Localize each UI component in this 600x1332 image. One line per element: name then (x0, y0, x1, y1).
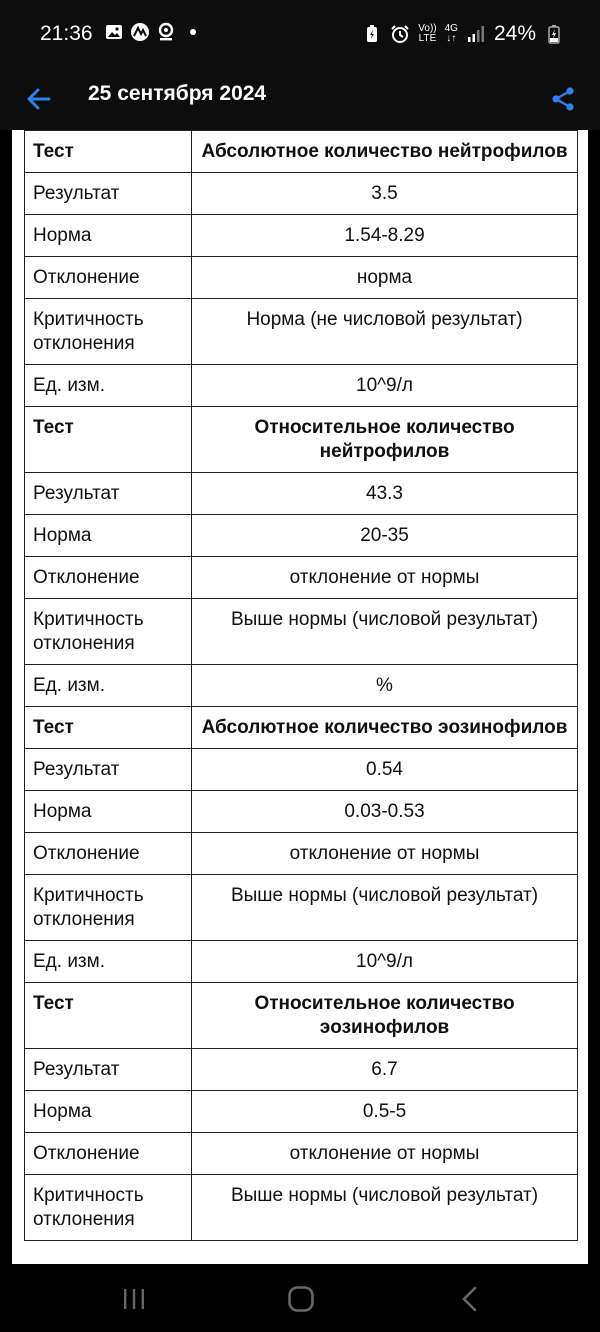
row-label: Критичность отклонения (25, 299, 192, 365)
row-value: Выше нормы (числовой результат) (192, 1175, 578, 1241)
row-label: Ед. изм. (25, 665, 192, 707)
recent-apps-button[interactable] (104, 1282, 164, 1316)
row-value: 1.54-8.29 (192, 215, 578, 257)
table-row (25, 1133, 578, 1175)
row-value: 0.5-5 (192, 1091, 578, 1133)
test-name: Относительное количество нейтрофилов (192, 407, 578, 473)
row-value: Выше нормы (числовой результат) (192, 599, 578, 665)
row-label: Норма (25, 791, 192, 833)
table-row (25, 599, 578, 665)
notification-icons (104, 22, 196, 42)
share-button[interactable] (540, 76, 586, 122)
volte-indicator (418, 24, 436, 44)
arrow-back-icon (25, 85, 53, 113)
table-row (25, 557, 578, 599)
table-row (25, 941, 578, 983)
row-label: Отклонение (25, 257, 192, 299)
row-value: отклонение от нормы (192, 833, 578, 875)
gallery-icon (104, 22, 124, 42)
network-gen-indicator (445, 24, 458, 44)
row-label: Норма (25, 1091, 192, 1133)
status-time: 21:36 (40, 22, 93, 45)
table-row (25, 173, 578, 215)
results-table (24, 130, 578, 1241)
home-button[interactable] (271, 1282, 331, 1316)
signal-icon (466, 24, 486, 44)
row-value: 3.5 (192, 173, 578, 215)
row-label: Отклонение (25, 1133, 192, 1175)
test-header-row (25, 407, 578, 473)
row-label: Отклонение (25, 833, 192, 875)
results-container[interactable] (12, 130, 588, 1264)
row-label: Результат (25, 173, 192, 215)
table-row (25, 875, 578, 941)
test-name: Абсолютное количество нейтрофилов (192, 131, 578, 173)
row-label: Критичность отклонения (25, 599, 192, 665)
battery-percent: 24% (493, 22, 536, 45)
back-nav-button[interactable] (440, 1282, 500, 1316)
row-value: Выше нормы (числовой результат) (192, 875, 578, 941)
table-row (25, 1175, 578, 1241)
row-value: 10^9/л (192, 941, 578, 983)
table-row (25, 257, 578, 299)
recent-apps-icon (121, 1287, 147, 1311)
row-label: Критичность отклонения (25, 1175, 192, 1241)
back-button[interactable] (16, 76, 62, 122)
row-label: Ед. изм. (25, 365, 192, 407)
volte-top-text: Vo)) (418, 23, 437, 34)
battery-charging-icon (544, 24, 564, 44)
table-row (25, 215, 578, 257)
table-row (25, 473, 578, 515)
back-chevron-icon (460, 1285, 480, 1313)
row-value: 0.54 (192, 749, 578, 791)
alarm-icon (390, 24, 410, 44)
more-notifications-dot-icon (190, 29, 196, 35)
row-value: отклонение от нормы (192, 557, 578, 599)
location-pin-icon (156, 22, 176, 42)
test-header-row (25, 707, 578, 749)
table-row (25, 791, 578, 833)
data-arrows-text: ↓↑ (446, 33, 457, 44)
row-value: 43.3 (192, 473, 578, 515)
row-value: норма (192, 257, 578, 299)
system-navigation-bar (0, 1264, 600, 1332)
status-bar (0, 0, 600, 68)
test-name: Относительное количество эозинофилов (192, 983, 578, 1049)
volte-bottom-text: LTE (418, 33, 437, 44)
row-label: Результат (25, 473, 192, 515)
row-label: Отклонение (25, 557, 192, 599)
row-value: % (192, 665, 578, 707)
table-row (25, 833, 578, 875)
table-row (25, 749, 578, 791)
app-logo-icon (130, 22, 150, 42)
test-header-row (25, 983, 578, 1049)
test-header-label: Тест (25, 131, 192, 173)
table-row (25, 1091, 578, 1133)
row-value: 0.03-0.53 (192, 791, 578, 833)
row-label: Ед. изм. (25, 941, 192, 983)
row-label: Норма (25, 215, 192, 257)
table-row (25, 665, 578, 707)
row-value: 10^9/л (192, 365, 578, 407)
test-header-label: Тест (25, 407, 192, 473)
row-label: Критичность отклонения (25, 875, 192, 941)
test-header-label: Тест (25, 707, 192, 749)
row-value: 20-35 (192, 515, 578, 557)
page-title: 25 сентября 2024 (88, 82, 267, 105)
table-row (25, 299, 578, 365)
table-row (25, 515, 578, 557)
row-label: Норма (25, 515, 192, 557)
share-icon (550, 86, 576, 112)
battery-saver-icon (362, 24, 382, 44)
row-value: 6.7 (192, 1049, 578, 1091)
test-name: Абсолютное количество эозинофилов (192, 707, 578, 749)
row-label: Результат (25, 1049, 192, 1091)
table-row (25, 365, 578, 407)
row-value: Норма (не числовой результат) (192, 299, 578, 365)
row-value: отклонение от нормы (192, 1133, 578, 1175)
row-label: Результат (25, 749, 192, 791)
test-header-label: Тест (25, 983, 192, 1049)
home-icon (287, 1285, 315, 1313)
app-bar (0, 68, 600, 130)
test-header-row (25, 131, 578, 173)
system-icons (362, 22, 564, 46)
network-gen-text: 4G (444, 23, 458, 34)
table-row (25, 1049, 578, 1091)
